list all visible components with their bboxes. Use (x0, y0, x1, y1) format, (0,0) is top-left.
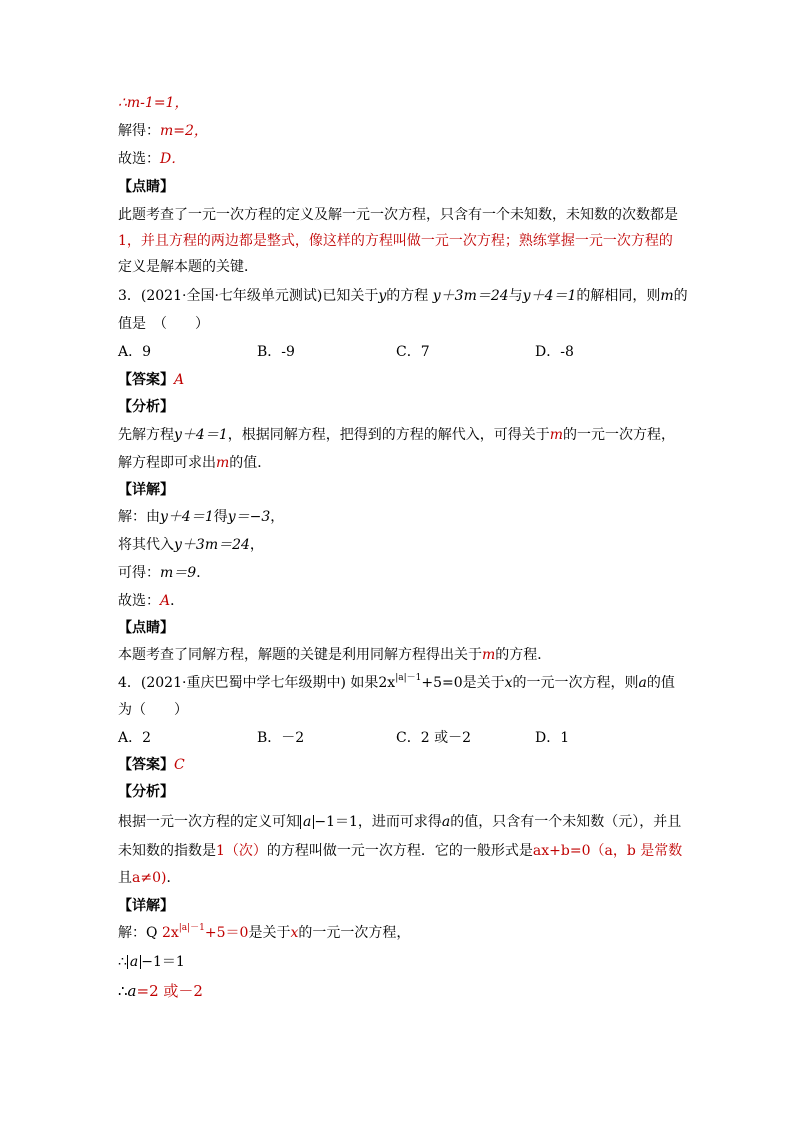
text: 的解相同，则 (576, 288, 661, 304)
absolute-value: a (127, 955, 141, 969)
line-solve (118, 122, 208, 140)
equation: y＋4＝1 (522, 288, 577, 304)
detail-line (118, 953, 185, 971)
equation: +5=0 (421, 675, 463, 691)
absolute-value: a (300, 815, 314, 829)
choice-text: D． (160, 151, 186, 167)
section-heading-detail: 【详解】 (118, 482, 174, 498)
text: 解：由 (118, 509, 160, 525)
variable: a (638, 675, 647, 691)
equation: y＋3m＝24 (174, 537, 250, 553)
detail-line (118, 924, 410, 942)
text: ，进而可求得 (357, 814, 442, 830)
text: 的值 (646, 675, 675, 691)
detail-line (118, 508, 284, 526)
text: 1（次） (216, 843, 267, 859)
text: a≠0) (132, 870, 167, 886)
line-choice (118, 150, 185, 168)
detail-line (118, 564, 210, 582)
text: 4．(2021·重庆巴蜀中学七年级期中) 如果 (118, 675, 379, 691)
question-4-stem (118, 674, 675, 692)
variable: a (127, 982, 137, 1000)
analysis-line (118, 869, 180, 887)
equation: y＋3m＝24 (432, 288, 509, 304)
analysis-line (118, 454, 271, 472)
therefore-symbol: ∴ (118, 982, 128, 1000)
question-4-stem-cont: 为（ ） (118, 702, 188, 718)
choice-text: A (160, 593, 171, 609)
therefore-symbol: ∴ (118, 954, 127, 970)
result-text: =2 或－2 (136, 982, 203, 1000)
label-text: 解得： (118, 123, 160, 139)
variable: m (482, 647, 496, 663)
equation: y＋4＝1 (160, 509, 214, 525)
question-3-stem (118, 287, 688, 305)
option-d: D．-8 (535, 344, 574, 360)
option-c: C．7 (396, 344, 430, 360)
text: 的一元一次方程，则 (512, 675, 639, 691)
analysis-line (118, 842, 682, 860)
analysis-line (118, 813, 681, 831)
variable: x (504, 675, 513, 691)
text: 解方程即可求出 (118, 455, 216, 471)
variable: y (378, 288, 387, 304)
text: 此题考查了一元一次方程的定义及解一元一次方程，只含有一个未知数，未知数的次数都是 (118, 207, 678, 223)
equation: −1＝1 (141, 954, 185, 970)
text: 的一元一次方程， (563, 427, 676, 443)
text: 根据一元一次方程的定义可知 (118, 814, 300, 830)
result-text: m=2， (160, 123, 208, 139)
exponent: |a|－1 (395, 673, 422, 684)
answer-value: C (174, 757, 185, 773)
variable: x (290, 925, 299, 941)
text: 将其代入 (118, 537, 174, 553)
exponent: |a|－1 (178, 923, 205, 934)
section-heading-comment: 【点睛】 (118, 620, 174, 636)
detail-line (118, 982, 203, 1000)
text: 的值． (229, 455, 272, 471)
option-d: D．1 (535, 730, 570, 746)
analysis-line (118, 426, 675, 444)
option-b: B．-9 (257, 344, 295, 360)
variable: m (549, 427, 564, 443)
section-heading-detail: 【详解】 (118, 898, 174, 914)
paragraph-line (118, 232, 673, 250)
text: 故选： (118, 593, 160, 609)
equation: y＋4＝1 (174, 427, 228, 443)
detail-line (118, 592, 184, 610)
text: 的值，只含有一个未知数（元），并且 (450, 814, 682, 830)
option-a: A．2 (118, 730, 152, 746)
equation: y＝−3 (227, 509, 271, 525)
text: ，根据同解方程，把得到的方程的解代入，可得关于 (227, 427, 550, 443)
text: 的方程叫做一元一次方程．它的一般形式是 (266, 843, 533, 859)
text: 与 (508, 288, 523, 304)
comment-line (118, 646, 551, 664)
text: 的方程 (386, 288, 429, 304)
equation: m＝9 (160, 565, 197, 581)
question-3-stem-cont: 值是 （ ） (118, 316, 209, 332)
section-heading-comment: 【点睛】 (118, 179, 174, 195)
text: 是关于 (462, 675, 505, 691)
detail-line (118, 536, 264, 554)
variable: m (660, 288, 674, 304)
paragraph-line (118, 206, 678, 224)
equation: −1＝1 (314, 814, 358, 830)
text: 的 (673, 288, 688, 304)
section-heading-analysis: 【分析】 (118, 399, 174, 415)
option-b: B．－2 (257, 730, 305, 746)
variable: m (216, 455, 230, 471)
section-heading-answer: 【答案】 (118, 372, 174, 388)
text: ． (166, 870, 181, 886)
option-c: C．2 或－2 (396, 730, 471, 746)
text: 3．(2021·全国·七年级单元测试)已知关于 (118, 288, 379, 304)
text: ． (196, 565, 211, 581)
answer-line (118, 371, 184, 389)
text: 是关于 (248, 925, 291, 941)
text: 的一元一次方程， (298, 925, 411, 941)
section-heading-analysis: 【分析】 (118, 784, 174, 800)
section-heading-answer: 【答案】 (118, 757, 174, 773)
answer-value: A (174, 372, 185, 388)
answer-line (118, 756, 185, 774)
text: 解：Q (118, 925, 158, 941)
equation: 2x (378, 675, 396, 691)
text: ． (170, 593, 185, 609)
variable: a (441, 814, 451, 830)
line-conclusion (118, 94, 188, 112)
option-a: A．9 (118, 344, 152, 360)
text: ax+b=0（a，b 是常数 (532, 843, 683, 859)
label-text: 故选： (118, 151, 160, 167)
text: ， (249, 537, 264, 553)
equation: 2x (161, 925, 179, 941)
text: 的方程． (495, 647, 552, 663)
text: 1，并且方程的两边都是整式，像这样的方程叫做一元一次方程；熟练掌握一元一次方程的 (118, 233, 673, 249)
equation: +5＝0 (204, 925, 249, 941)
paragraph-line (118, 258, 258, 276)
text: 定义是解本题的关键． (118, 259, 258, 275)
text: 未知数的指数是 (118, 843, 216, 859)
text: 本题考查了同解方程，解题的关键是利用同解方程得出关于 (118, 647, 482, 663)
equation-text: ∴m-1=1， (118, 95, 189, 111)
text: 先解方程 (118, 427, 174, 443)
text: ， (270, 509, 285, 525)
text: 得 (213, 509, 228, 525)
text: 可得： (118, 565, 160, 581)
text: 且 (118, 870, 132, 886)
